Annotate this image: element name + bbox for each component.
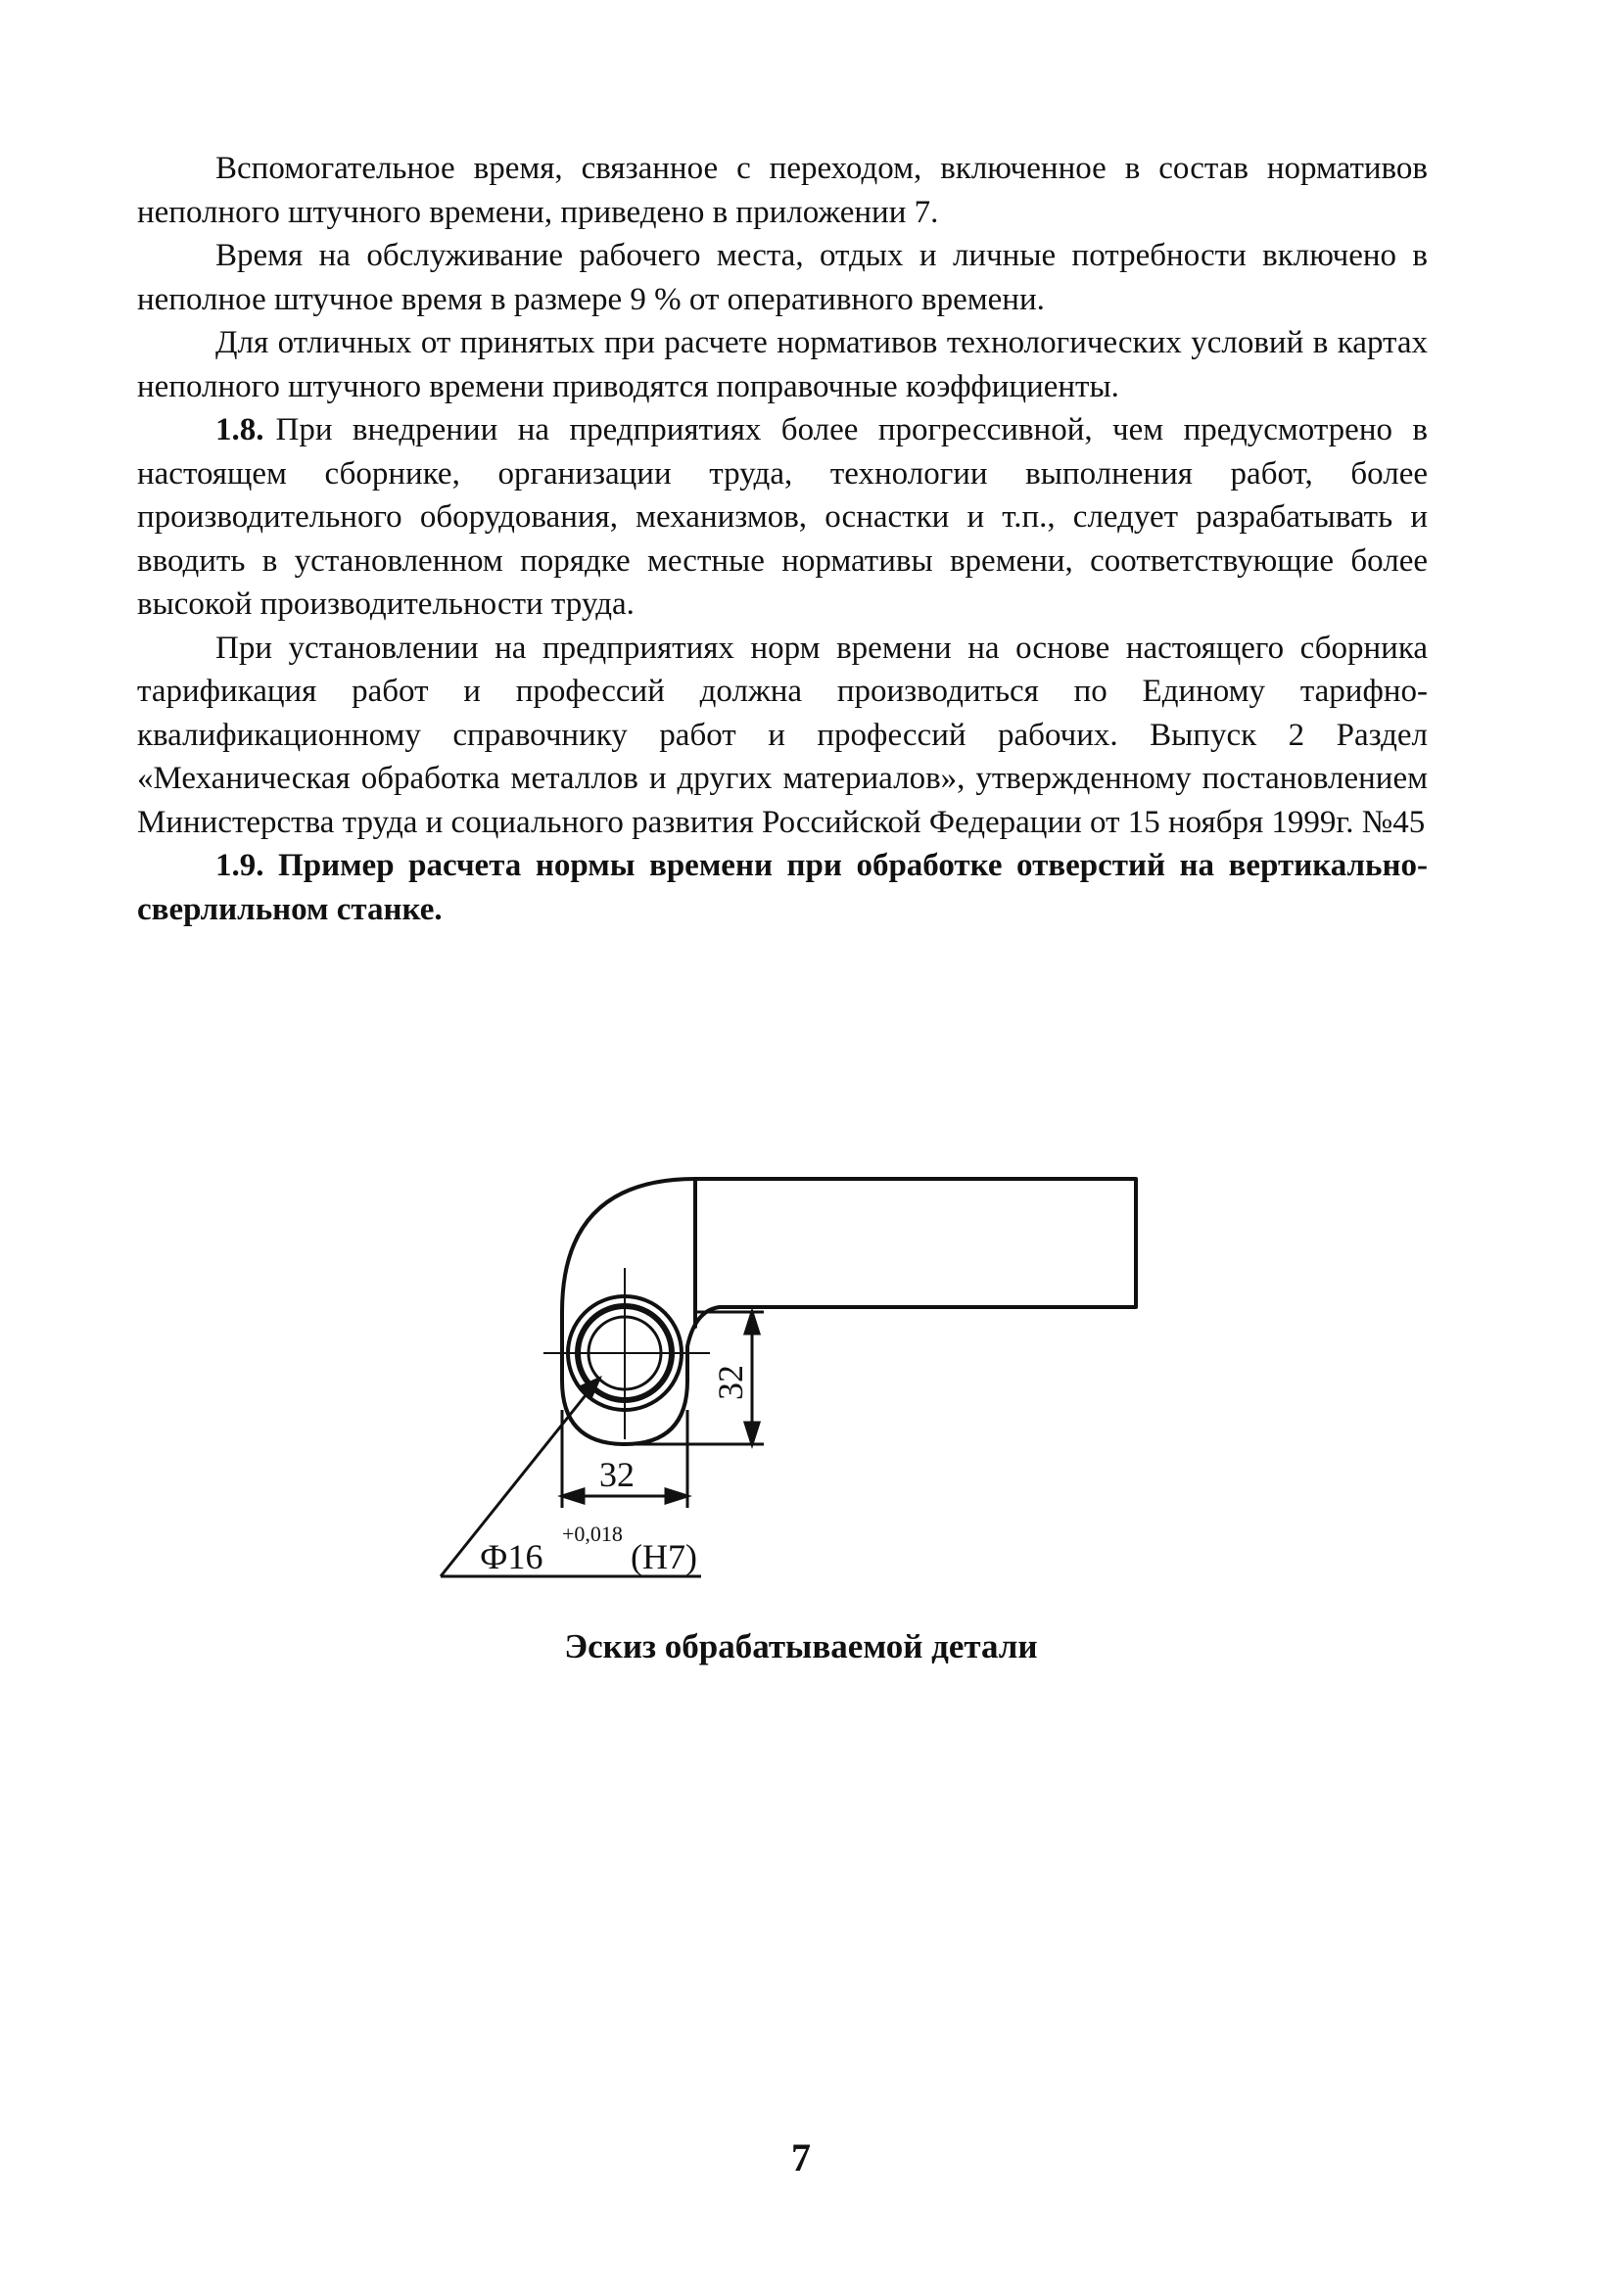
- figure-caption: Эскиз обрабатываемой детали: [564, 1627, 1038, 1665]
- page-number: 7: [791, 2135, 811, 2179]
- arrow-left: [562, 1489, 584, 1503]
- dim-vertical-label: 32: [711, 1365, 750, 1400]
- arrow-down: [745, 1423, 759, 1444]
- dim-horizontal-label: 32: [599, 1455, 635, 1494]
- section-text: При внедрении на предприятиях более прогрессивной, чем предусмотрено в настоящем сборнике, организации труда, технологии выполнения работ, более производительного оборудования, механизмов, оснастки и т.п., следует разрабатывать и вводить в установленном порядке местные нормативы времени, соответствующие более высокой производительности труда.: [137, 412, 1428, 622]
- arrow-up: [745, 1312, 759, 1334]
- body-text: [137, 147, 1428, 931]
- fit-label: (H7): [631, 1537, 697, 1576]
- paragraph-service-time: Время на обслуживание рабочего места, отдых и личные потребности включено в неполное штучное время в размере 9 % от оперативного времени.: [137, 238, 1428, 317]
- diameter-label: Ф16: [480, 1537, 543, 1576]
- part-drawing: [372, 1116, 1253, 1625]
- paragraph-correction-factors: Для отличных от принятых при расчете нормативов технологических условий в картах неполного штучного времени приводятся поправочные коэффициенты.: [137, 325, 1428, 404]
- paragraph-section-1-8: [137, 408, 1428, 627]
- section-number: 1.8.: [215, 412, 264, 447]
- paragraph-tariffication: При установлении на предприятиях норм времени на основе настоящего сборника тарификация работ и профессий должна производиться по Единому тарифно-квалификационному справочнику работ и профессий рабочих. Выпуск 2 Раздел «Механическая обработка металлов и других материалов», утвержденному постановлением Министерства труда и социального развития Российской Федерации от 15 ноября 1999г. №45: [137, 630, 1428, 840]
- diameter-tolerance: +0,018: [562, 1522, 623, 1546]
- arrow-right: [666, 1489, 687, 1503]
- paragraph-auxiliary-time: Вспомогательное время, связанное с переходом, включенное в состав нормативов неполного штучного времени, приведено в приложении 7.: [137, 151, 1428, 230]
- paragraph-section-1-9-heading: 1.9. Пример расчета нормы времени при обработке отверстий на вертикально-сверлильном станке.: [137, 848, 1428, 927]
- part-sketch: [372, 1116, 1253, 1625]
